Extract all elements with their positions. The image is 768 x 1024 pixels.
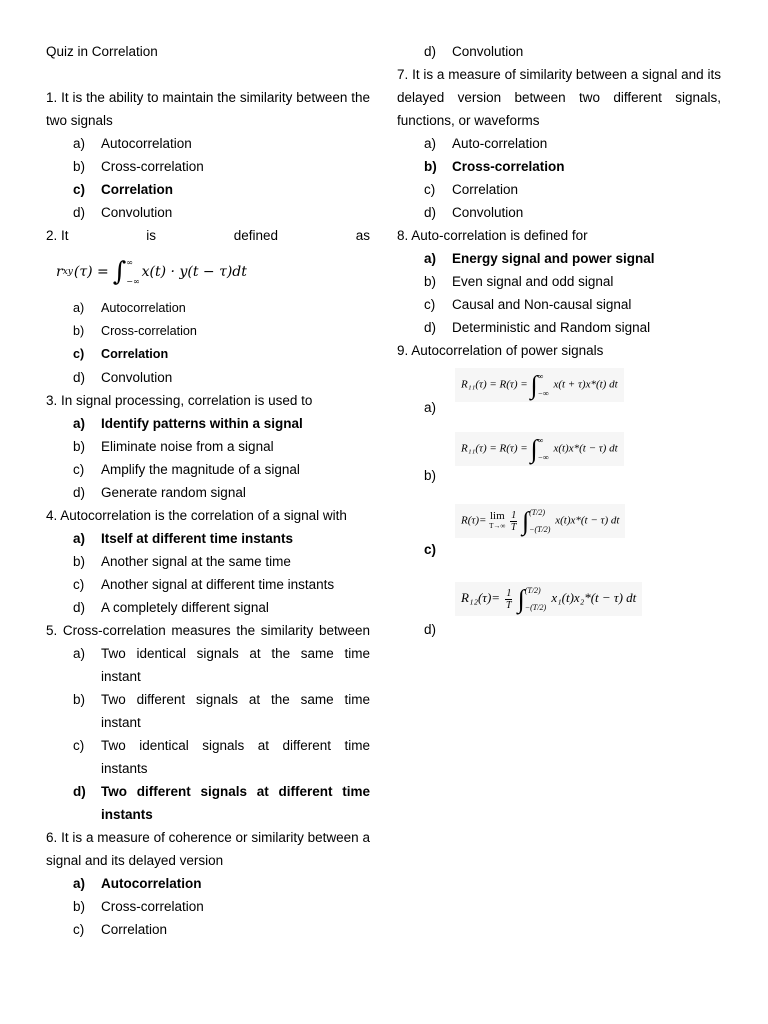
integral-sign-icon: ∫ [112,256,127,287]
q7-option-a: a) Auto-correlation [424,136,548,151]
page-title: Quiz in Correlation [46,44,158,59]
q1-option-c-answer: c) Correlation [73,182,174,197]
q3-option-d: d) Generate random signal [73,485,246,500]
q9-option-b: b) R₁₁(τ) = R(τ) = ∫ ∞ −∞ x(t)x*(t − τ) dt [397,428,721,498]
q5-option-c: c) Two identical signals at different time instants [73,738,370,776]
q4-option-d: d) A completely different signal [73,600,269,615]
right-column [397,40,721,654]
q8-option-b: b) Even signal and odd signal [424,274,614,289]
question-3-stem: 3. In signal processing, correlation is used to [46,393,313,408]
q9-option-c-answer: c) R(τ)= lim T→∞ $\frac{1}{T}$ ∫ (T/2) −(T/2) x(t)x*(t − τ) dt [397,498,721,574]
q9-formula-a: R₁₁(τ) = R(τ) = ∫ ∞ −∞ x(t + τ)x*(t) dt [455,368,624,402]
q7-option-c: c) Correlation [424,182,519,197]
q6-option-d: d) Convolution [424,44,524,59]
q1-option-d: d) Convolution [73,205,173,220]
q2-option-d: d) Convolution [73,370,173,385]
q9-formula-c: R(τ)= lim T→∞ $\frac{1}{T}$ ∫ (T/2) −(T/2) x(t)x*(t − τ) dt [455,504,625,538]
question-9-stem: 9. Autocorrelation of power signals [397,343,604,358]
question-5-stem: 5. Cross-correlation measures the similarity between [46,623,370,638]
q1-option-b: b) Cross-correlation [73,159,204,174]
q4-option-c: c) Another signal at different time instants [73,577,335,592]
q6-option-b: b) Cross-correlation [73,899,204,914]
q4-option-a-answer: a) Itself at different time instants [73,531,294,546]
q7-option-b-answer: b) Cross-correlation [424,159,565,174]
q8-option-a-answer: a) Energy signal and power signal [424,251,655,266]
q1-option-a: a) Autocorrelation [73,136,192,151]
q9-option-d: d) R₁₂(τ)= $\frac{1}{T}$ ∫ (T/2) −(T/2) x₁(t)x₂*(t − τ) dt [397,574,721,654]
q5-option-b: b) Two different signals at the same time instant [73,692,370,730]
integral-sign-icon: ∫ [521,506,530,536]
q3-option-c: c) Amplify the magnitude of a signal [73,462,300,477]
q9-formula-b: R₁₁(τ) = R(τ) = ∫ ∞ −∞ x(t)x*(t − τ) dt [455,432,624,466]
q4-option-b: b) Another signal at the same time [73,554,291,569]
integral-sign-icon: ∫ [530,370,538,400]
q2-option-a: a) Autocorrelation [73,301,186,315]
q5-option-a: a) Two identical signals at the same time instant [73,646,370,684]
q6-option-a-answer: a) Autocorrelation [73,876,202,891]
question-4-stem: 4. Autocorrelation is the correlation of a signal with [46,508,347,523]
integral-sign-icon: ∫ [517,584,525,614]
q5-option-d-answer: d) Two different signals at different time instants [73,784,370,822]
q6-option-c: c) Correlation [73,922,168,937]
left-column [46,40,370,941]
q3-option-b: b) Eliminate noise from a signal [73,439,274,454]
question-1-stem: 1. It is the ability to maintain the similarity between the two signals [46,90,370,128]
q8-option-d: d) Deterministic and Random signal [424,320,651,335]
q8-option-c: c) Causal and Non-causal signal [424,297,632,312]
q7-option-d: d) Convolution [424,205,524,220]
q3-option-a-answer: a) Identify patterns within a signal [73,416,303,431]
question-2-stem: 2. It is defined as [46,228,370,243]
question-7-stem: 7. It is a measure of similarity between a signal and its delayed version between two different signals, functions, or waveforms [397,67,721,128]
q9-formula-d: R₁₂(τ)= $\frac{1}{T}$ ∫ (T/2) −(T/2) x₁(t)x₂*(t − τ) dt [455,582,642,616]
question-6-stem: 6. It is a measure of coherence or similarity between a signal and its delayed version [46,830,370,868]
q2-option-c-answer: c) Correlation [73,347,169,361]
integral-sign-icon: ∫ [530,434,538,464]
q2-option-b: b) Cross-correlation [73,324,197,338]
question-8-stem: 8. Auto-correlation is defined for [397,228,588,243]
cross-correlation-formula: r xy (τ) = ∫ ∞ −∞ x(t) · y(t − τ)dt [56,256,247,287]
q9-option-a: a) R₁₁(τ) = R(τ) = ∫ ∞ −∞ x(t + τ)x*(t) dt [397,362,721,428]
